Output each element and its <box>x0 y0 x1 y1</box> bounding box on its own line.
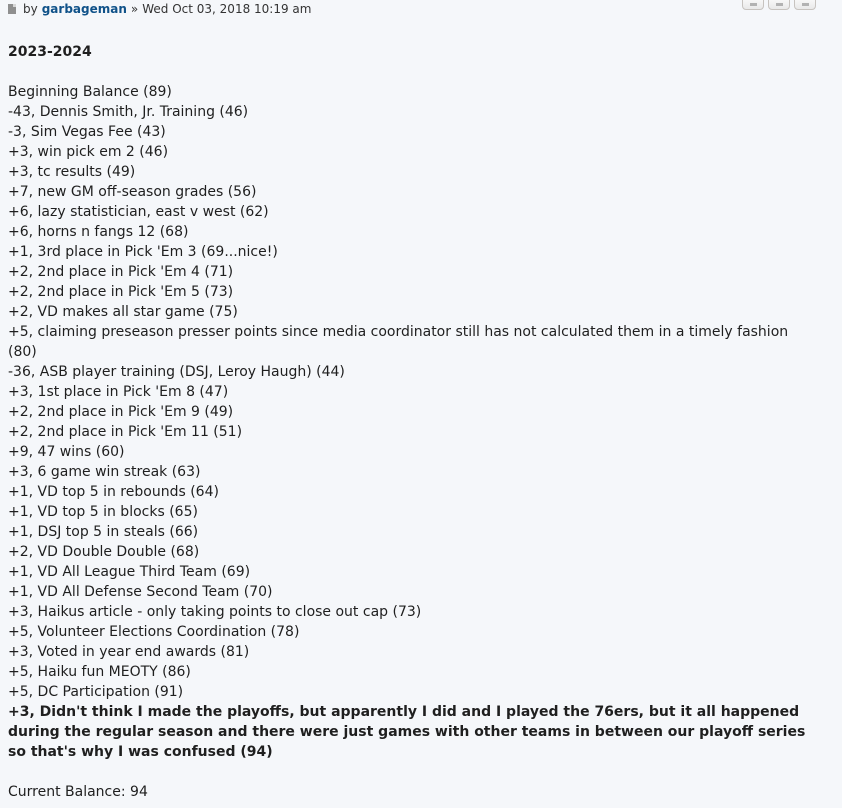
ledger-entry: +7, new GM off-season grades (56) <box>8 184 257 200</box>
ledger-entry: +3, Haikus article - only taking points to close out cap (73) <box>8 604 422 620</box>
ledger-entry: +3, Voted in year end awards (81) <box>8 644 250 660</box>
post-timestamp: Wed Oct 03, 2018 10:19 am <box>142 2 312 16</box>
ledger-entry: +2, 2nd place in Pick 'Em 9 (49) <box>8 404 234 420</box>
ledger-entry: -36, ASB player training (DSJ, Leroy Haugh) (44) <box>8 364 345 380</box>
ledger-entry: +5, claiming preseason presser points since media coordinator still has not calculated them in a timely fashion (80) <box>8 324 789 360</box>
post-content <box>8 42 808 802</box>
season-title: 2023-2024 <box>8 44 92 60</box>
delete-button[interactable] <box>768 0 790 10</box>
ledger-entry: +1, DSJ top 5 in steals (66) <box>8 524 199 540</box>
ledger-entry: +5, Volunteer Elections Coordination (78) <box>8 624 300 640</box>
ledger-entries <box>8 82 808 762</box>
separator: » <box>130 2 139 16</box>
ledger-entry: +1, VD top 5 in rebounds (64) <box>8 484 219 500</box>
post-author-line <box>8 1 311 17</box>
ledger-entry: +5, Haiku fun MEOTY (86) <box>8 664 191 680</box>
ledger-entry: +3, Didn't think I made the playoffs, but apparently I did and I played the 76ers, but it all happened during the regular season and there were just games with other teams in between our playoff series so that's why I was confused (94) <box>8 704 806 760</box>
ledger-entry: +1, VD All League Third Team (69) <box>8 564 251 580</box>
current-balance: Current Balance: 94 <box>8 784 148 800</box>
ledger-entry: +2, VD makes all star game (75) <box>8 304 238 320</box>
ledger-entry: +3, tc results (49) <box>8 164 136 180</box>
ledger-entry: +2, 2nd place in Pick 'Em 4 (71) <box>8 264 234 280</box>
ledger-entry: +2, 2nd place in Pick 'Em 5 (73) <box>8 284 234 300</box>
cross-icon <box>776 3 783 6</box>
post-icon[interactable] <box>8 4 16 14</box>
ledger-entry: +2, 2nd place in Pick 'Em 11 (51) <box>8 424 243 440</box>
ledger-entry: +6, horns n fangs 12 (68) <box>8 224 189 240</box>
ledger-entry: +6, lazy statistician, east v west (62) <box>8 204 269 220</box>
by-label: by <box>23 2 38 16</box>
pencil-icon <box>750 3 757 6</box>
post-buttons <box>742 0 816 10</box>
ledger-entry: +3, win pick em 2 (46) <box>8 144 169 160</box>
quote-icon <box>802 3 809 6</box>
ledger-entry: Beginning Balance (89) <box>8 84 172 100</box>
ledger-entry: +3, 1st place in Pick 'Em 8 (47) <box>8 384 229 400</box>
ledger-entry: +1, 3rd place in Pick 'Em 3 (69...nice!) <box>8 244 278 260</box>
edit-button[interactable] <box>742 0 764 10</box>
ledger-entry: +9, 47 wins (60) <box>8 444 125 460</box>
ledger-entry: +1, VD top 5 in blocks (65) <box>8 504 198 520</box>
blank-line <box>8 62 808 82</box>
ledger-entry: +3, 6 game win streak (63) <box>8 464 201 480</box>
author-link[interactable]: garbageman <box>41 2 127 16</box>
ledger-entry: +5, DC Participation (91) <box>8 684 184 700</box>
ledger-entry: +2, VD Double Double (68) <box>8 544 200 560</box>
ledger-entry: -3, Sim Vegas Fee (43) <box>8 124 166 140</box>
blank-line <box>8 762 808 782</box>
ledger-entry: +1, VD All Defense Second Team (70) <box>8 584 273 600</box>
quote-button[interactable] <box>794 0 816 10</box>
ledger-entry: -43, Dennis Smith, Jr. Training (46) <box>8 104 249 120</box>
